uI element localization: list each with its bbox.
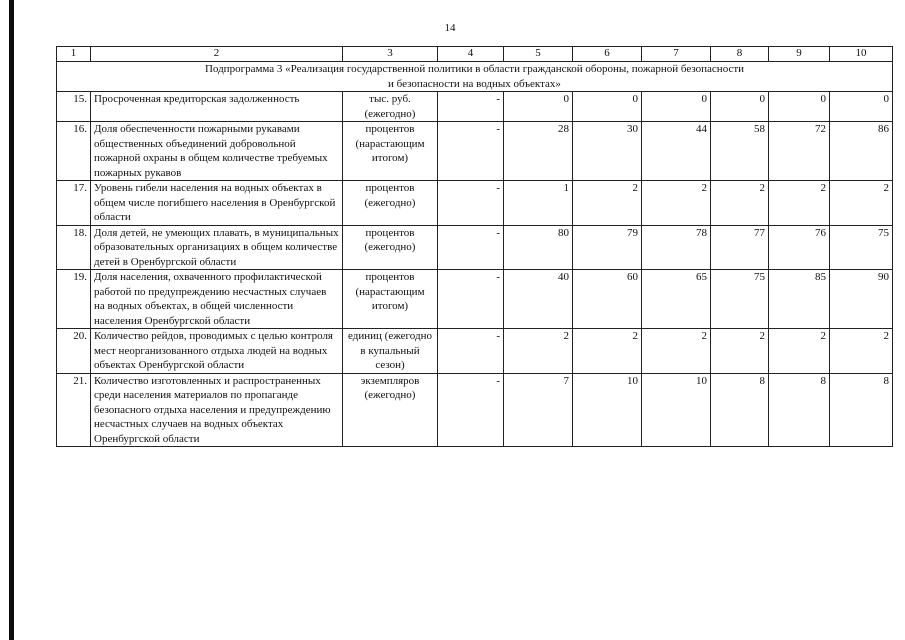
value-cell: 79 <box>573 225 642 270</box>
value-cell: 0 <box>642 92 711 122</box>
unit-cell: тыс. руб. (ежегодно) <box>343 92 438 122</box>
value-cell: 2 <box>504 329 573 374</box>
base-value-cell: - <box>438 270 504 329</box>
value-cell: 2 <box>769 181 830 226</box>
value-cell: 86 <box>830 122 893 181</box>
value-cell: 90 <box>830 270 893 329</box>
row-number: 15. <box>57 92 91 122</box>
column-number: 3 <box>343 47 438 62</box>
value-cell: 80 <box>504 225 573 270</box>
column-number: 5 <box>504 47 573 62</box>
value-cell: 10 <box>642 373 711 447</box>
indicator-name: Доля населения, охваченного профилактической работой по предупреждению несчастных случаев на водных объектах, в общей численности населения Оренбургской области <box>91 270 343 329</box>
row-number: 19. <box>57 270 91 329</box>
column-number: 6 <box>573 47 642 62</box>
value-cell: 28 <box>504 122 573 181</box>
value-cell: 60 <box>573 270 642 329</box>
value-cell: 1 <box>504 181 573 226</box>
row-number: 17. <box>57 181 91 226</box>
value-cell: 2 <box>711 329 769 374</box>
value-cell: 2 <box>642 181 711 226</box>
value-cell: 58 <box>711 122 769 181</box>
unit-cell: процентов (нарастающим итогом) <box>343 270 438 329</box>
value-cell: 78 <box>642 225 711 270</box>
value-cell: 8 <box>830 373 893 447</box>
column-number: 1 <box>57 47 91 62</box>
value-cell: 2 <box>830 329 893 374</box>
unit-cell: единиц (ежегодно в купальный сезон) <box>343 329 438 374</box>
value-cell: 0 <box>711 92 769 122</box>
table-row <box>57 92 893 122</box>
value-cell: 72 <box>769 122 830 181</box>
column-number: 9 <box>769 47 830 62</box>
subprogram-title-line: Подпрограмма 3 «Реализация государственной политики в области гражданской обороны, пожарной безопасности <box>204 63 745 75</box>
value-cell: 77 <box>711 225 769 270</box>
column-number: 7 <box>642 47 711 62</box>
value-cell: 85 <box>769 270 830 329</box>
value-cell: 2 <box>711 181 769 226</box>
unit-cell: процентов (нарастающим итогом) <box>343 122 438 181</box>
value-cell: 8 <box>769 373 830 447</box>
base-value-cell: - <box>438 225 504 270</box>
value-cell: 75 <box>711 270 769 329</box>
unit-cell: экземпляров (ежегодно) <box>343 373 438 447</box>
subprogram-title <box>57 62 893 92</box>
table-row <box>57 122 893 181</box>
subprogram-row <box>57 62 893 92</box>
base-value-cell: - <box>438 373 504 447</box>
value-cell: 0 <box>830 92 893 122</box>
table-row <box>57 270 893 329</box>
column-number: 10 <box>830 47 893 62</box>
value-cell: 0 <box>769 92 830 122</box>
unit-cell: процентов (ежегодно) <box>343 181 438 226</box>
indicator-name: Доля детей, не умеющих плавать, в муниципальных образовательных организациях в общем количестве детей в Оренбургской области <box>91 225 343 270</box>
base-value-cell: - <box>438 329 504 374</box>
row-number: 16. <box>57 122 91 181</box>
table-row <box>57 373 893 447</box>
value-cell: 2 <box>769 329 830 374</box>
indicator-table <box>56 46 893 447</box>
scan-edge-bar <box>9 0 14 640</box>
subprogram-title-line: и безопасности на водных объектах» <box>388 77 561 90</box>
row-number: 21. <box>57 373 91 447</box>
row-number: 20. <box>57 329 91 374</box>
value-cell: 0 <box>573 92 642 122</box>
base-value-cell: - <box>438 92 504 122</box>
base-value-cell: - <box>438 122 504 181</box>
value-cell: 2 <box>573 181 642 226</box>
table-row <box>57 329 893 374</box>
value-cell: 10 <box>573 373 642 447</box>
indicator-name: Количество изготовленных и распространенных среди населения материалов по пропаганде безопасного отдыха населения и предупреждению несчастных случаев на водных объектах Оренбургской области <box>91 373 343 447</box>
value-cell: 76 <box>769 225 830 270</box>
value-cell: 30 <box>573 122 642 181</box>
column-number: 2 <box>91 47 343 62</box>
column-number: 8 <box>711 47 769 62</box>
value-cell: 0 <box>504 92 573 122</box>
row-number: 18. <box>57 225 91 270</box>
unit-cell: процентов (ежегодно) <box>343 225 438 270</box>
table-row <box>57 225 893 270</box>
value-cell: 8 <box>711 373 769 447</box>
base-value-cell: - <box>438 181 504 226</box>
indicator-name: Доля обеспеченности пожарными рукавами общественных объединений добровольной пожарной охраны в общем количестве требуемых пожарных рукавов <box>91 122 343 181</box>
column-number: 4 <box>438 47 504 62</box>
value-cell: 7 <box>504 373 573 447</box>
table-row <box>57 181 893 226</box>
indicator-name: Просроченная кредиторская задолженность <box>91 92 343 122</box>
value-cell: 75 <box>830 225 893 270</box>
column-number-row <box>57 47 893 62</box>
indicator-name: Количество рейдов, проводимых с целью контроля мест неорганизованного отдыха людей на водных объектах Оренбургской области <box>91 329 343 374</box>
value-cell: 2 <box>573 329 642 374</box>
indicator-name: Уровень гибели населения на водных объектах в общем числе погибшего населения в Оренбургской области <box>91 181 343 226</box>
value-cell: 44 <box>642 122 711 181</box>
value-cell: 2 <box>830 181 893 226</box>
value-cell: 40 <box>504 270 573 329</box>
page-number: 14 <box>444 22 456 34</box>
value-cell: 2 <box>642 329 711 374</box>
value-cell: 65 <box>642 270 711 329</box>
